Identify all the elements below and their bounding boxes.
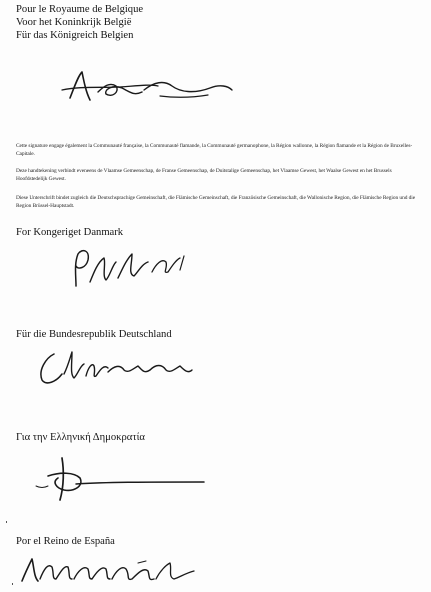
spain-signature — [18, 551, 198, 591]
denmark-heading: For Kongeriget Danmark — [16, 227, 124, 238]
greece-signature — [28, 450, 208, 510]
belgium-signature — [60, 68, 235, 108]
denmark-signature — [62, 242, 192, 292]
scan-speck — [12, 583, 13, 585]
germany-signature — [30, 344, 200, 392]
greece-heading: Για την Ελληνική Δημοκρατία — [16, 432, 145, 443]
belgium-heading-fr: Pour le Royaume de Belgique — [16, 4, 144, 15]
belgium-heading-de: Für das Königreich Belgien — [16, 30, 134, 41]
belgium-note-de: Diese Unterschrift bindet zugleich die Deutschsprachige Gemeinschaft, die Flämische Gemeinschaft, die Französische Gemeinschaft, die Wallonische Region, die Flämische Region und die Region Brüssel-Hauptstadt. — [16, 195, 416, 209]
belgium-note-nl: Deze handtekening verbindt eveneens de Vlaamse Gemeenschap, de Franse Gemeenschap, de Duitstalige Gemeenschap, het Vlaamse Gewest, het Waalse Gewest en het Brussels Hoofdstedelijk Gewest. — [16, 168, 392, 182]
spain-heading: Por el Reino de España — [16, 536, 115, 547]
belgium-note-fr: Cette signature engage également la Communauté française, la Communauté flamande, la Communauté germanophone, la Région wallonne, la Région flamande et la Région de Bruxelles-Capitale. — [16, 143, 413, 157]
scan-speck — [6, 521, 7, 523]
germany-heading: Für die Bundesrepublik Deutschland — [16, 329, 172, 340]
belgium-heading-nl: Voor het Koninkrijk België — [16, 17, 132, 28]
